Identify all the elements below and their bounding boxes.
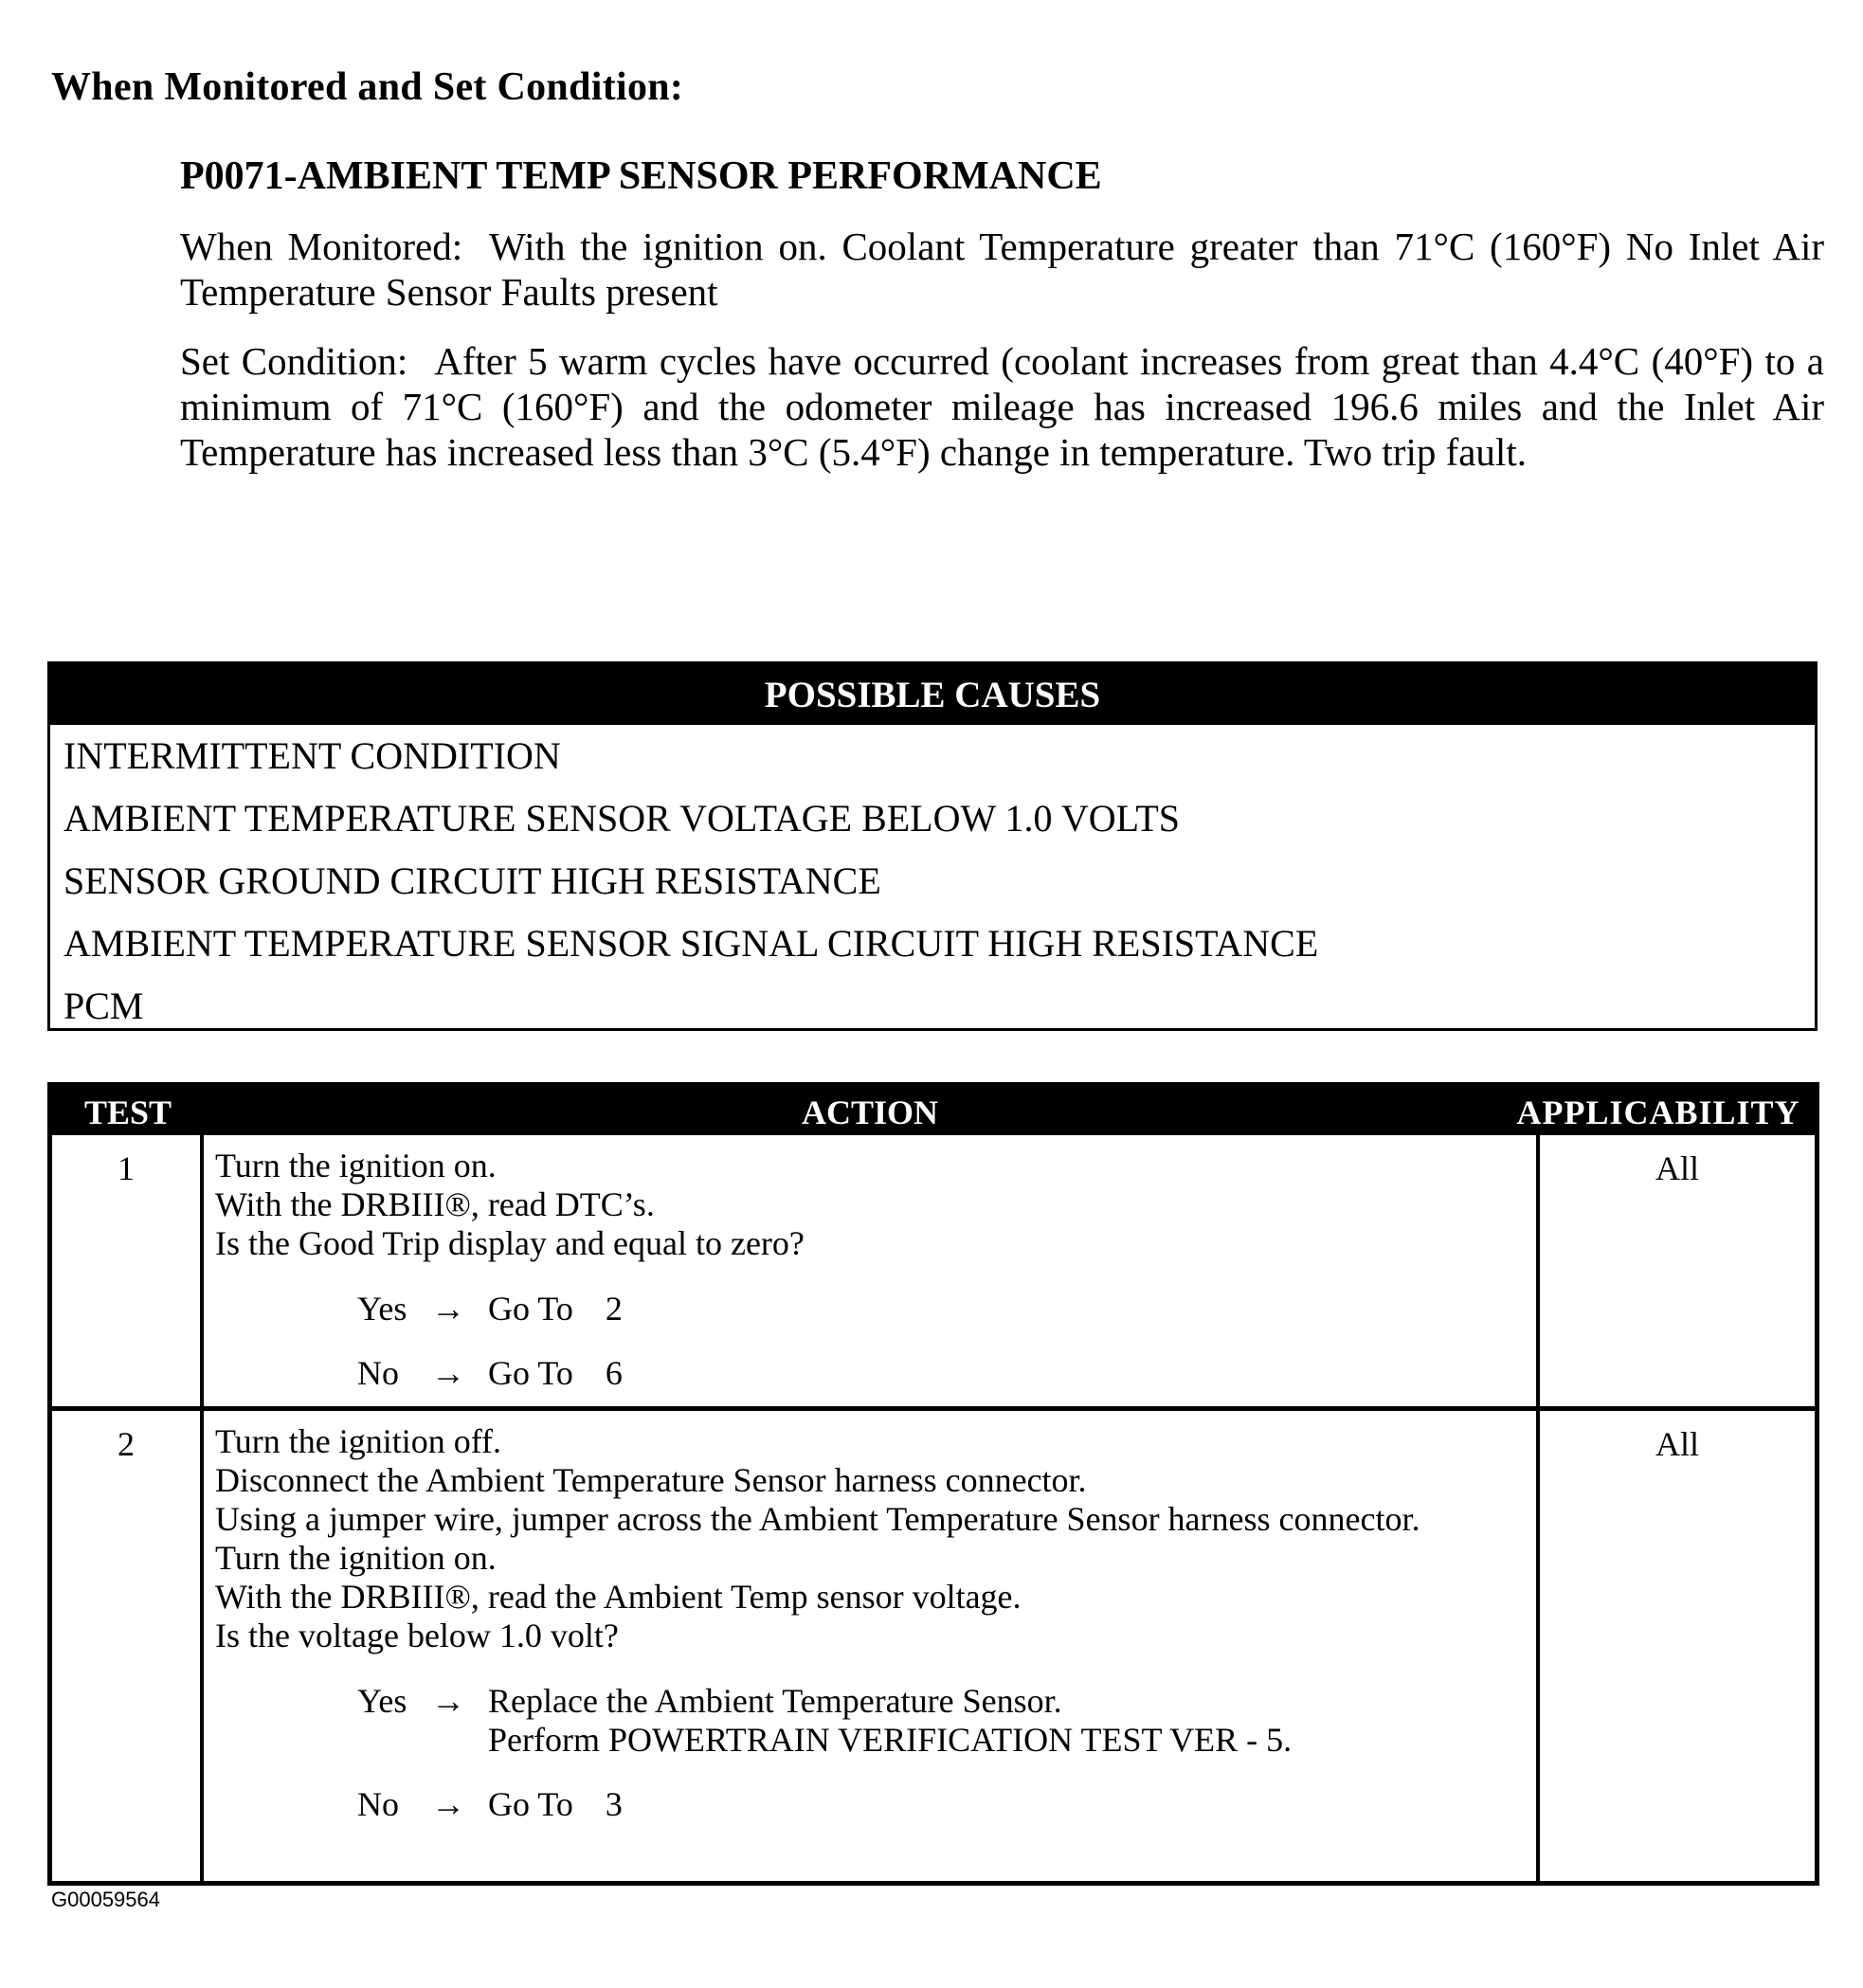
possible-causes-list bbox=[50, 725, 1815, 1038]
action-step: With the DRBIII®, read the Ambient Temp sensor voltage. bbox=[215, 1578, 1022, 1616]
action-step: Is the Good Trip display and equal to zero? bbox=[215, 1224, 805, 1262]
cause-item: INTERMITTENT CONDITION bbox=[63, 734, 561, 777]
header-applicability: APPLICABILITY bbox=[1516, 1093, 1800, 1131]
answer-branches bbox=[215, 1290, 1528, 1393]
action-step: Disconnect the Ambient Temperature Sensor harness connector. bbox=[215, 1461, 1087, 1499]
table-row bbox=[52, 1135, 1815, 1406]
action-steps bbox=[215, 1147, 1528, 1263]
yes-label: Yes bbox=[357, 1290, 407, 1328]
no-branch bbox=[357, 1354, 1528, 1393]
action-cell bbox=[204, 1411, 1540, 1881]
action-step: With the DRBIII®, read DTC’s. bbox=[215, 1185, 655, 1223]
arrow-icon: → bbox=[431, 1682, 465, 1720]
no-branch bbox=[357, 1785, 1528, 1824]
action-step: Turn the ignition off. bbox=[215, 1422, 502, 1460]
goto-number: 3 bbox=[605, 1785, 623, 1823]
yes-action-line: Replace the Ambient Temperature Sensor. bbox=[488, 1682, 1062, 1720]
set-condition-label: Set Condition: bbox=[180, 339, 408, 383]
goto-text: Go To bbox=[488, 1785, 573, 1823]
test-number: 2 bbox=[52, 1411, 204, 1881]
action-steps bbox=[215, 1422, 1528, 1655]
section-heading: When Monitored and Set Condition: bbox=[51, 65, 684, 109]
cause-item: AMBIENT TEMPERATURE SENSOR SIGNAL CIRCUIT HIGH RESISTANCE bbox=[63, 922, 1319, 965]
arrow-icon: → bbox=[431, 1290, 465, 1328]
applicability-cell: All bbox=[1655, 1425, 1699, 1463]
action-step: Is the voltage below 1.0 volt? bbox=[215, 1617, 619, 1654]
table-row bbox=[52, 1411, 1815, 1881]
goto-number: 2 bbox=[605, 1290, 623, 1328]
set-condition-paragraph bbox=[180, 338, 1824, 475]
yes-branch bbox=[357, 1682, 1528, 1760]
possible-causes-header: POSSIBLE CAUSES bbox=[50, 664, 1815, 725]
test-number: 1 bbox=[52, 1135, 204, 1406]
header-action: ACTION bbox=[801, 1093, 939, 1131]
when-monitored-text: With the ignition on. Coolant Temperature greater than 71°C (160°F) No Inlet Air Temperature Sensor Faults present bbox=[180, 225, 1824, 314]
possible-causes-box bbox=[47, 661, 1818, 1031]
answer-branches bbox=[215, 1682, 1528, 1824]
yes-branch bbox=[357, 1290, 1528, 1328]
set-condition-text: After 5 warm cycles have occurred (coolant increases from great than 4.4°C (40°F) to a minimum of 71°C (160°F) and the odometer mileage has increased 196.6 miles and the Inlet Air Temperature has increased less than 3°C (5.4°F) change in temperature. Two trip fault. bbox=[180, 339, 1824, 474]
goto-number: 6 bbox=[605, 1354, 623, 1392]
yes-action-line: Perform POWERTRAIN VERIFICATION TEST VER - 5. bbox=[488, 1721, 1293, 1759]
when-monitored-paragraph bbox=[180, 224, 1824, 315]
applicability-cell: All bbox=[1655, 1149, 1699, 1187]
figure-id: G00059564 bbox=[51, 1888, 160, 1911]
test-table bbox=[47, 1082, 1819, 1886]
header-test: TEST bbox=[83, 1093, 172, 1131]
when-monitored-label: When Monitored: bbox=[180, 225, 463, 268]
action-cell bbox=[204, 1135, 1540, 1406]
action-step: Using a jumper wire, jumper across the Ambient Temperature Sensor harness connector. bbox=[215, 1500, 1420, 1538]
arrow-icon: → bbox=[431, 1785, 465, 1823]
action-step: Turn the ignition on. bbox=[215, 1539, 497, 1577]
cause-item: AMBIENT TEMPERATURE SENSOR VOLTAGE BELOW 1.0 VOLTS bbox=[63, 797, 1181, 840]
no-label: No bbox=[357, 1354, 399, 1392]
goto-text: Go To bbox=[488, 1290, 573, 1328]
dtc-title: P0071-AMBIENT TEMP SENSOR PERFORMANCE bbox=[180, 154, 1102, 198]
yes-label: Yes bbox=[357, 1682, 407, 1720]
test-table-header bbox=[52, 1087, 1815, 1135]
action-step: Turn the ignition on. bbox=[215, 1147, 497, 1184]
cause-item: PCM bbox=[63, 985, 144, 1027]
cause-item: SENSOR GROUND CIRCUIT HIGH RESISTANCE bbox=[63, 859, 881, 902]
arrow-icon: → bbox=[431, 1354, 465, 1392]
no-label: No bbox=[357, 1785, 399, 1823]
goto-text: Go To bbox=[488, 1354, 573, 1392]
